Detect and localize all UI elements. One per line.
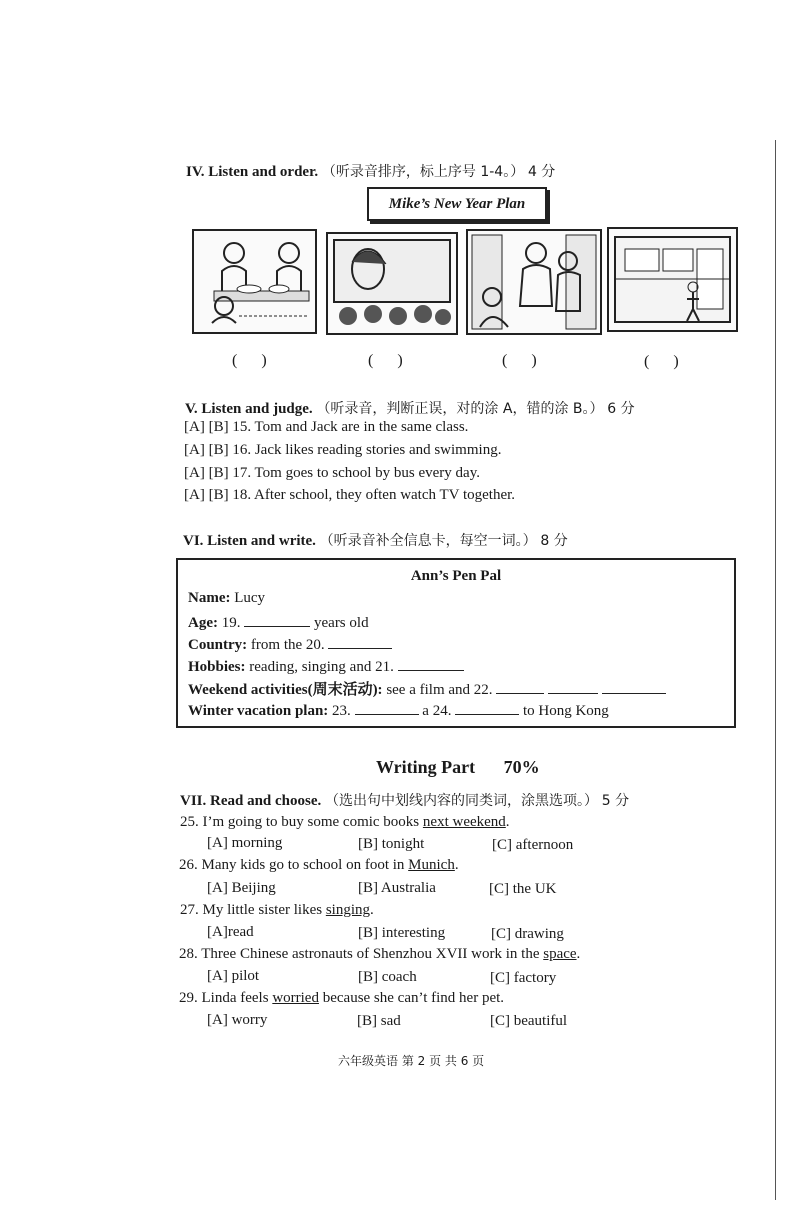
section-6-instruction: （听录音补全信息卡，每空一词。）	[319, 533, 537, 549]
judge-item-16[interactable]: [A] [B] 16. Jack likes reading stories and swimming.	[184, 442, 502, 458]
q26-underlined: Munich	[408, 857, 455, 873]
q26-suffix: .	[454, 857, 459, 873]
order-blank-4[interactable]: ( )	[644, 353, 679, 370]
section-5-title: V. Listen and judge.	[185, 401, 313, 417]
question-26	[179, 857, 459, 874]
winter-middle: a 24.	[422, 703, 452, 719]
blank-20[interactable]	[328, 634, 392, 649]
q25-underlined: next weekend	[422, 814, 506, 830]
weekend-label: Weekend activities(周末活动):	[188, 682, 383, 698]
q25-option-b[interactable]: [B] tonight	[358, 836, 425, 852]
section-7-title: VII. Read and choose.	[180, 793, 322, 809]
hobbies-prefix: reading, singing and 21.	[249, 659, 394, 675]
section-4-score: 4 分	[527, 164, 556, 180]
question-27	[180, 902, 374, 919]
order-blank-2[interactable]: ( )	[368, 352, 403, 369]
card-row-country	[188, 634, 392, 654]
q29-underlined: worried	[272, 990, 319, 1006]
scan-edge-line	[775, 140, 776, 1200]
winter-prefix: 23.	[332, 703, 351, 719]
page-footer: 六年级英语 第 2 页 共 6 页	[338, 1054, 485, 1068]
q28-option-c[interactable]: [C] factory	[490, 970, 557, 986]
blank-23[interactable]	[355, 700, 419, 715]
blank-19[interactable]	[244, 612, 310, 627]
q25-option-c[interactable]: [C] afternoon	[492, 837, 574, 853]
section-5-instruction: （听录音，判断正误，对的涂 A，错的涂 B。）	[316, 401, 604, 417]
train-trip-icon	[607, 227, 738, 332]
age-prefix: 19.	[221, 615, 241, 631]
visit-grandparents-icon	[466, 229, 602, 335]
name-value: Lucy	[234, 590, 266, 606]
card-row-winter	[188, 700, 609, 720]
blank-22-a[interactable]	[496, 679, 544, 694]
section-7-instruction: （选出句中划线内容的同类词，涂黑选项。）	[325, 793, 599, 809]
q28-prefix: 28. Three Chinese astronauts of Shenzhou XVII work in the	[179, 946, 544, 962]
section-6-heading	[183, 530, 568, 550]
q29-option-a[interactable]: [A] worry	[207, 1012, 268, 1028]
question-28	[179, 946, 580, 963]
blank-24[interactable]	[455, 700, 519, 715]
pen-pal-card	[176, 558, 736, 728]
writing-part-label: Writing Part	[376, 757, 476, 777]
q28-option-b[interactable]: [B] coach	[358, 969, 417, 985]
q27-underlined: singing	[325, 902, 371, 918]
q28-option-a[interactable]: [A] pilot	[207, 968, 260, 984]
q26-option-c[interactable]: [C] the UK	[489, 881, 557, 897]
judge-item-17[interactable]: [A] [B] 17. Tom goes to school by bus every day.	[184, 465, 480, 481]
card-row-age	[188, 612, 369, 632]
judge-item-18[interactable]: [A] [B] 18. After school, they often watch TV together.	[184, 487, 516, 503]
plan-title-box: Mike’s New Year Plan	[367, 187, 547, 221]
q27-option-b[interactable]: [B] interesting	[358, 925, 446, 941]
q28-suffix: .	[576, 946, 581, 962]
q27-suffix: .	[370, 902, 374, 918]
section-7-heading	[180, 790, 629, 810]
section-5-heading	[185, 398, 635, 418]
blank-22-c[interactable]	[602, 679, 666, 694]
order-blank-3[interactable]: ( )	[502, 352, 537, 369]
q29-prefix: 29. Linda feels	[179, 990, 273, 1006]
card-row-hobbies	[188, 656, 464, 676]
q26-prefix: 26. Many kids go to school on foot in	[179, 857, 409, 873]
card-title: Ann’s Pen Pal	[410, 568, 502, 584]
section-7-score: 5 分	[601, 793, 630, 809]
section-5-score: 6 分	[607, 401, 635, 417]
cinema-film-icon	[326, 232, 458, 335]
q25-suffix: .	[505, 814, 510, 830]
section-4-title: IV. Listen and order.	[186, 164, 319, 180]
card-row-weekend	[188, 678, 666, 699]
section-4-instruction: （听录音排序，标上序号 1-4。）	[321, 164, 525, 180]
q26-option-a[interactable]: [A] Beijing	[207, 880, 276, 896]
name-label: Name:	[188, 590, 231, 606]
blank-21[interactable]	[398, 656, 464, 671]
q29-suffix: because she can’t find her pet.	[318, 990, 505, 1006]
q25-prefix: 25. I’m going to buy some comic books	[180, 814, 423, 830]
country-prefix: from the 20.	[250, 637, 325, 653]
q29-option-c[interactable]: [C] beautiful	[490, 1013, 568, 1029]
winter-label: Winter vacation plan:	[188, 703, 329, 719]
q27-prefix: 27. My little sister likes	[180, 902, 326, 918]
section-6-title: VI. Listen and write.	[183, 533, 316, 549]
section-4-heading	[186, 161, 555, 181]
family-dinner-icon	[192, 229, 317, 334]
q27-option-a[interactable]: [A]read	[207, 924, 254, 940]
age-suffix: years old	[314, 615, 369, 631]
question-25	[180, 814, 510, 831]
blank-22-b[interactable]	[548, 679, 598, 694]
writing-part-score: 70%	[503, 757, 540, 777]
q25-option-a[interactable]: [A] morning	[207, 835, 283, 851]
q27-option-c[interactable]: [C] drawing	[491, 926, 564, 942]
writing-part-heading	[376, 757, 540, 778]
age-label: Age:	[188, 615, 218, 631]
hobbies-label: Hobbies:	[188, 659, 246, 675]
judge-item-15[interactable]: [A] [B] 15. Tom and Jack are in the same class.	[184, 419, 469, 435]
q28-underlined: space	[543, 946, 577, 962]
winter-suffix: to Hong Kong	[522, 703, 609, 719]
question-29	[179, 990, 504, 1007]
country-label: Country:	[188, 637, 248, 653]
card-row-name	[188, 590, 265, 607]
q29-option-b[interactable]: [B] sad	[357, 1013, 401, 1029]
section-6-score: 8 分	[540, 533, 568, 549]
weekend-prefix: see a film and 22.	[386, 682, 493, 698]
q26-option-b[interactable]: [B] Australia	[358, 880, 436, 896]
order-blank-1[interactable]: ( )	[232, 352, 267, 369]
